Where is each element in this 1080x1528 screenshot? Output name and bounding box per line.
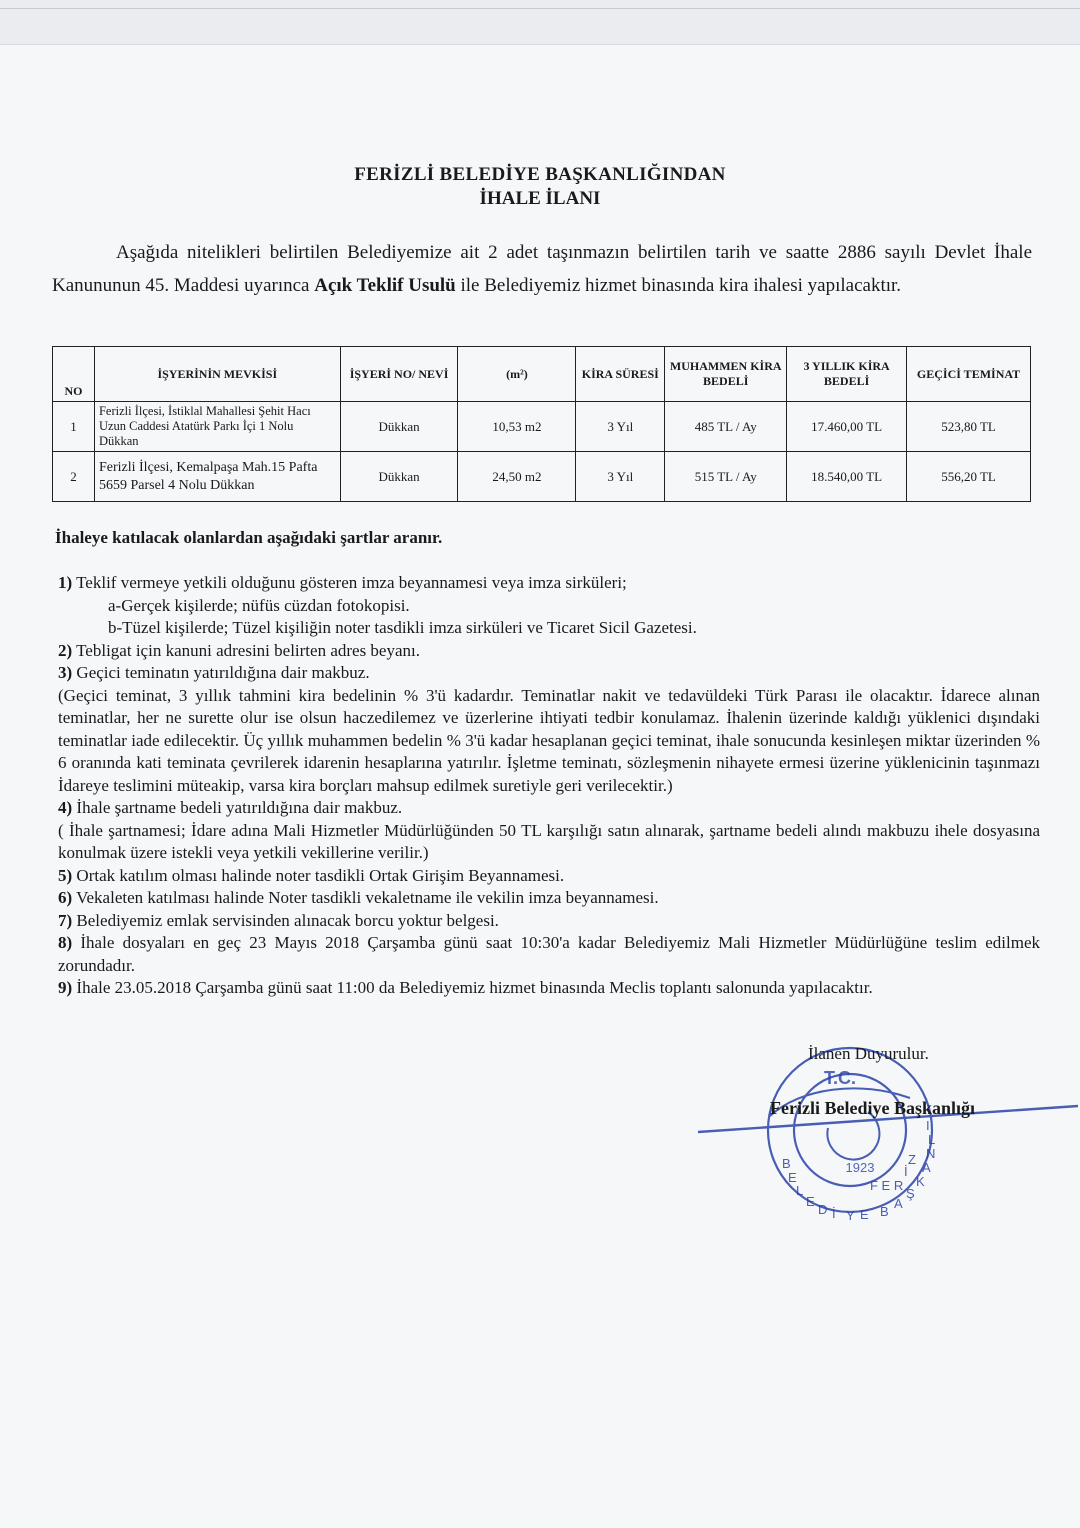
conditions-title: İhaleye katılacak olanlardan aşağıdaki şartlar aranır.	[55, 528, 443, 547]
table-header: GEÇİCİ TEMİNAT	[907, 347, 1031, 402]
intro-text: Aşağıda nitelikleri belirtilen Belediyemize ait 2 adet taşınmazın belirtilen tarih ve saatte 2886 sayılı Devlet İhale Kanununun 45. Maddesi uyarınca	[52, 242, 1032, 296]
official-stamp	[690, 1040, 1080, 1230]
condition-item: 8) İhale dosyaları en geç 23 Mayıs 2018 Çarşamba günü saat 10:30'a kadar Belediyemiz Mali Hizmetler Müdürlüğüne teslim edilmek zorundadır.	[58, 933, 1040, 975]
conditions-list	[58, 572, 1040, 1000]
intro-bold: Açık Teklif Usulü	[314, 275, 456, 296]
announcement-closing: İlanen Duyurulur.	[808, 1044, 929, 1063]
row-no: 1	[53, 402, 95, 452]
row-type: Dükkan	[340, 402, 458, 452]
svg-text:BELE DİYE BAŞK: B ELE D İ Y E BAŞK ANLI F E RİZ	[782, 1118, 936, 1223]
row-deposit: 523,80 TL	[907, 402, 1031, 452]
condition-item: 5) Ortak katılım olması halinde noter tasdikli Ortak Girişim Beyannamesi.	[58, 865, 565, 885]
svg-text:T.C.: T.C.	[823, 1068, 857, 1088]
condition-item: 6) Vekaleten katılması halinde Noter tasdikli vekaletname ile vekilin imza beyannamesi.	[58, 888, 659, 907]
condition-subitem: a-Gerçek kişilerde; nüfüs cüzdan fotokopisi.	[108, 595, 410, 615]
row-duration: 3 Yıl	[576, 402, 665, 452]
intro-text-end: ile Belediyemiz hizmet binasında kira ihalesi yapılacaktır.	[455, 275, 902, 296]
svg-text:1923: 1923	[845, 1160, 875, 1175]
table-header: MUHAMMEN KİRA BEDELİ	[665, 347, 787, 402]
condition-item: 4) İhale şartname bedeli yatırıldığına dair makbuz.	[58, 798, 403, 817]
table-header: (m²)	[458, 347, 576, 402]
table-header: İŞYERİNİN MEVKİSİ	[94, 347, 340, 402]
row-location: Ferizli İlçesi, Kemalpaşa Mah.15 Pafta 5659 Parsel 4 Nolu Dükkan	[94, 452, 340, 502]
condition-item: 3) Geçici teminatın yatırıldığına dair makbuz.	[58, 663, 370, 682]
row-duration: 3 Yıl	[576, 452, 665, 502]
condition-item: 2) Tebligat için kanuni adresini belirten adres beyanı.	[58, 640, 420, 660]
row-area: 10,53 m2	[458, 402, 576, 452]
table-header: KİRA SÜRESİ	[576, 347, 665, 402]
condition-item: 1) Teklif vermeye yetkili olduğunu gösteren imza beyannamesi veya imza sirküleri;	[58, 573, 627, 592]
condition-note: (Geçici teminat, 3 yıllık tahmini kira bedelinin % 3'ü kadardır. Teminatlar nakit ve tedavüldeki Türk Parası ile olacaktır. İdarece alınan teminatlar, her ne surette olur ise olsun haczedilemez ve üzerlerine ihtiyati tedbir konulamaz. İhalenin üzerinde kaldığı yüklenici dışındaki teminatlar iade edilecektir. Üç yıllık muhammen bedelin % 3'ü kadar hesaplanan geçici teminat, ihale sonucunda kesinleşen miktar üzerinden % 6 oranında kati teminata çevrilerek idarenin hesaplarına yatırılır. İşletme teminatı, sözleşmenin nihayete ermesi üzerine yüklenicinin taşınmazı İdareye teslimini müteakip, varsa kira borçları mahsup edilmek suretiyle geri verilecektir.)	[58, 685, 1040, 795]
row-type: Dükkan	[340, 452, 458, 502]
document-header	[0, 164, 1080, 210]
condition-subitem: b-Tüzel kişilerde; Tüzel kişiliğin noter tasdikli imza sirküleri ve Ticaret Sicil Gazetesi.	[108, 618, 697, 637]
row-location: Ferizli İlçesi, İstiklal Mahallesi Şehit Hacı Uzun Caddesi Atatürk Parkı İçi 1 Nolu Dükkan	[94, 402, 340, 452]
header-title: İHALE İLANI	[479, 188, 601, 209]
row-estimated-rent: 515 TL / Ay	[665, 452, 787, 502]
row-estimated-rent: 485 TL / Ay	[665, 402, 787, 452]
table-header: İŞYERİ NO/ NEVİ	[340, 347, 458, 402]
intro-paragraph	[52, 236, 1032, 302]
signatory: Ferizli Belediye Başkanlığı	[770, 1098, 975, 1118]
table-header-row	[53, 347, 1031, 402]
row-no: 2	[53, 452, 95, 502]
tender-table	[52, 346, 1031, 502]
scan-top-edge	[0, 0, 1080, 45]
row-area: 24,50 m2	[458, 452, 576, 502]
row-3-year-rent: 18.540,00 TL	[787, 452, 907, 502]
row-deposit: 556,20 TL	[907, 452, 1031, 502]
table-row	[53, 452, 1031, 502]
table-header: 3 YILLIK KİRA BEDELİ	[787, 347, 907, 402]
condition-item: 7) Belediyemiz emlak servisinden alınacak borcu yoktur belgesi.	[58, 910, 499, 930]
condition-note: ( İhale şartnamesi; İdare adına Mali Hizmetler Müdürlüğünden 50 TL karşılığı satın alınarak, şartname bedeli alındı makbuzu ihele dosyasına konulmak üzere istekli veya yetkili vekillerine verilir.)	[58, 820, 1040, 862]
table-row	[53, 402, 1031, 452]
condition-item: 9) İhale 23.05.2018 Çarşamba günü saat 11:00 da Belediyemiz hizmet binasında Meclis toplantı salonunda yapılacaktır.	[58, 978, 873, 997]
table-header: NO	[53, 347, 95, 402]
row-3-year-rent: 17.460,00 TL	[787, 402, 907, 452]
scan-edge-line	[0, 8, 1080, 9]
header-municipality: FERİZLİ BELEDİYE BAŞKANLIĞINDAN	[354, 164, 726, 185]
